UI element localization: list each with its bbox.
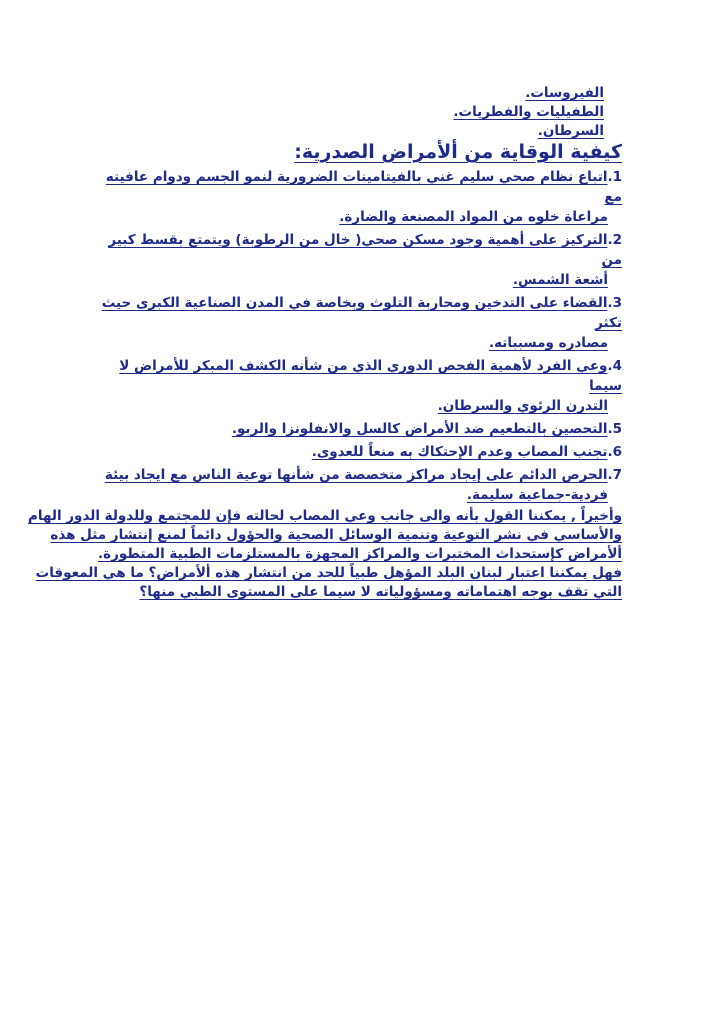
list-item-number: 2.: [607, 232, 622, 248]
list-item-number: 5.: [607, 421, 622, 437]
list-item: [100, 442, 622, 462]
list-item-number: 4.: [607, 358, 622, 374]
list-item-continuation: التدرن الرئوي والسرطان.: [437, 398, 608, 414]
list-item-number: 1.: [607, 169, 622, 185]
list-item: [100, 419, 622, 439]
conclusion-line: والأساسي في نشر التوعية وتنمية الوسائل الصحية والحؤول دائماً لمنع إنتشار مثل هذه: [50, 527, 622, 543]
intro-list: [100, 84, 622, 141]
list-item-text: الحرص الدائم على إيجاد مراكز متخصصة من شأنها توعية الناس مع ايجاد بيئة: [104, 467, 608, 483]
intro-line: السرطان.: [537, 123, 604, 139]
list-item: [100, 293, 622, 353]
list-item: [100, 167, 622, 227]
list-item: [100, 230, 622, 290]
list-item-continuation: مراعاة خلوه من المواد المصنعة والضارة.: [339, 209, 608, 225]
section-heading: كيفية الوقاية من ألأمراض الصدرية:: [294, 141, 622, 163]
conclusion-line: فهل يمكننا اعتبار لبنان البلد المؤهل طبياً للحد من انتشار هذه ألأمراض؟ ما هي المعوقات: [35, 565, 622, 581]
document-body: [28, 84, 622, 602]
conclusion-line: التي تقف بوجه اهتماماته ومسؤولياته لا سيما على المستوى الطبي منها؟: [139, 584, 622, 600]
list-item-number: 7.: [607, 467, 622, 483]
conclusion-line: وأخيراً , يمكننا القول بأنه والى جانب وعي المصاب لحالته فإن للمجتمع وللدولة الدور الهام: [28, 508, 622, 524]
list-item-number: 6.: [607, 444, 622, 460]
list-item: [100, 356, 622, 416]
list-item-number: 3.: [607, 295, 622, 311]
list-item-text: تجنب المصاب وعدم الإحتكاك به منعاً للعدوى.: [311, 444, 608, 460]
intro-line: الطفيليات والفطريات.: [453, 104, 604, 120]
intro-line: الفيروسات.: [525, 85, 604, 101]
prevention-list: [100, 167, 622, 505]
list-item-continuation: مصادره ومسبباته.: [488, 335, 608, 351]
list-item-text: وعي الفرد لأهمية الفحص الدوري الذي من شأنه الكشف المبكر للأمراض لا سيما: [119, 358, 622, 394]
list-item-continuation: فردية-جماعية سليمة.: [466, 487, 608, 503]
list-item-text: اتباع نظام صحي سليم غني بالفيتامينات الضرورية لنمو الجسم ودوام عافيته مع: [105, 169, 622, 205]
conclusion-paragraph: [0, 507, 622, 602]
list-item: [100, 465, 622, 505]
conclusion-line: ألأمراض كإستحداث المختبرات والمراكز المجهزة بالمستلزمات الطبية المتطورة.: [97, 546, 622, 562]
list-item-text: القضاء على التدخين ومحاربة التلوث وبخاصة في المدن الصناعية الكبرى حيث تكثر: [101, 295, 622, 331]
list-item-text: التركيز على أهمية وجود مسكن صحي( خال من الرطوبة) ويتمتع بقسط كبير من: [108, 232, 622, 268]
list-item-text: التحصين بالتطعيم ضد الأمراض كالسل والانفلونزا والربو.: [231, 421, 608, 437]
list-item-continuation: أشعة الشمس.: [512, 272, 608, 288]
